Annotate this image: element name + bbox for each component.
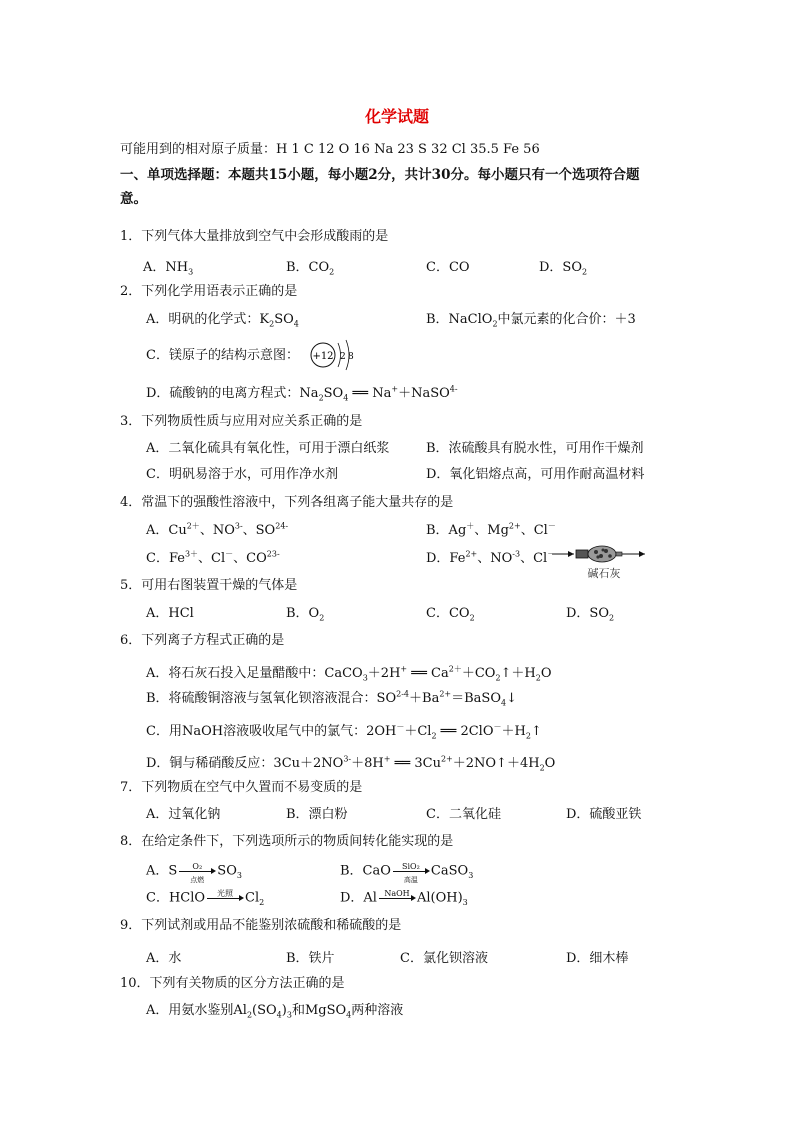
- q9-stem: 9．下列试剂或用品不能鉴别浓硫酸和稀硫酸的是: [120, 918, 402, 933]
- q5-stem: 5．可用右图装置干燥的气体是: [120, 578, 298, 593]
- q1-option-d: D．$SO_2$: [539, 260, 588, 277]
- q3-option-d: D．氧化铝熔点高，可用作耐高温材料: [426, 467, 645, 482]
- q3-option-a: A．二氧化硫具有氧化性，可用于漂白纸浆: [146, 441, 390, 456]
- q8-stem: 8．在给定条件下，下列选项所示的物质间转化能实现的是: [120, 834, 454, 849]
- reaction-arrow-icon: O₂ 点燃: [177, 862, 217, 880]
- q6-stem: 6．下列离子方程式正确的是: [120, 633, 285, 648]
- q2-stem: 2．下列化学用语表示正确的是: [120, 284, 298, 299]
- page-title: 化学试题: [364, 107, 429, 126]
- q6-option-c: C．用NaOH溶液吸收尾气中的氯气：$2OH^-+Cl_2$ ══ $2ClO^-+H_2↑$: [146, 722, 542, 741]
- drying-tube-figure: [550, 541, 650, 583]
- q6-option-d: D．铜与稀硝酸反应：$3Cu+2NO^{3-}+8H^+$ ══ $3Cu^{2+}+2NO↑+4H_2O$: [146, 754, 556, 773]
- q4-option-c: C．$Fe^{3+}$、Cl－、$CO^{23-}$: [146, 549, 280, 566]
- q9-option-c: C．氯化钡溶液: [400, 951, 488, 966]
- q1-option-b: B．$CO_2$: [286, 260, 335, 277]
- q5-option-c: C．$CO_2$: [426, 606, 475, 623]
- q5-option-d: D．$SO_2$: [566, 606, 615, 623]
- q9-option-a: A．水: [146, 951, 182, 966]
- q2-option-b: B．NaClO$_2$中氯元素的化合价：＋3: [426, 312, 636, 329]
- atom-shell2-label: 8: [348, 352, 354, 362]
- q7-option-d: D．硫酸亚铁: [566, 807, 642, 822]
- atom-shell1-label: 2: [340, 352, 346, 362]
- q2-option-d: D．硫酸钠的电离方程式：$Na_2SO_4$ ══ Na+＋NaSO$^{4-}$: [146, 384, 458, 403]
- q3-option-c: C．明矾易溶于水，可用作净水剂: [146, 467, 338, 482]
- q9-option-d: D．细木棒: [566, 951, 629, 966]
- q8-option-c: C．HClO 光照 $Cl_2$: [146, 889, 265, 908]
- section-heading-line2: 意。: [120, 191, 147, 207]
- q7-option-a: A．过氧化钠: [146, 807, 221, 822]
- q1-stem: 1．下列气体大量排放到空气中会形成酸雨的是: [120, 229, 389, 244]
- q1-option-c: C．CO: [426, 260, 470, 275]
- reaction-arrow-icon: SiO₂ 高温: [391, 862, 431, 880]
- q2-option-c: C．镁原子的结构示意图：: [146, 348, 299, 363]
- q4-stem: 4．常温下的强酸性溶液中，下列各组离子能大量共存的是: [120, 495, 454, 510]
- q3-stem: 3．下列物质性质与应用对应关系正确的是: [120, 414, 363, 429]
- atom-nucleus-label: +12: [312, 351, 334, 362]
- q7-option-b: B．漂白粉: [286, 807, 348, 822]
- reaction-arrow-icon: NaOH: [377, 889, 417, 907]
- q3-option-b: B．浓硫酸具有脱水性，可用作干燥剂: [426, 441, 644, 456]
- magnesium-atom-diagram: [308, 337, 358, 373]
- q5-option-a: A．HCl: [146, 606, 194, 621]
- reaction-arrow-icon: 光照: [205, 889, 245, 907]
- q1-option-a: A．$NH_3$: [143, 260, 194, 277]
- q7-option-c: C．二氧化硅: [426, 807, 501, 822]
- q8-option-b: B．CaO SiO₂ 高温 CaSO$_3$: [340, 862, 474, 884]
- q7-stem: 7．下列物质在空气中久置而不易变质的是: [120, 780, 363, 795]
- q6-option-a: A．将石灰石投入足量醋酸中：CaCO$_3$＋2H+ ══ $Ca^{2+}+CO_2↑+H_2O$: [146, 664, 552, 683]
- q8-option-d: D．Al NaOH $Al(OH)_3$: [340, 889, 468, 908]
- section-heading-line1: 一、单项选择题：本题共15小题，每小题2分，共计30分。每小题只有一个选项符合题: [120, 167, 640, 183]
- q4-option-b: B．Ag＋、$Mg^{2+}$、Cl－: [426, 521, 556, 538]
- q5-option-b: B．$O_2$: [286, 606, 325, 623]
- q9-option-b: B．铁片: [286, 951, 335, 966]
- q8-option-a: A．S O₂ 点燃 $SO_3$: [146, 862, 242, 884]
- q10-stem: 10．下列有关物质的区分方法正确的是: [120, 976, 345, 991]
- q6-option-b: B．将硫酸铜溶液与氢氧化钡溶液混合：$SO^{2-4}+Ba^{2+}=BaSO_4↓$: [146, 689, 517, 708]
- q2-option-a: A．明矾的化学式：$K_2SO_4$: [146, 312, 299, 329]
- figure-label-soda-lime: 碱石灰: [587, 567, 621, 580]
- q4-option-d: D．$Fe^{2+}$、$NO^{-3}$、Cl－: [426, 549, 556, 566]
- q4-option-a: A．$Cu^{2+}$、$NO^{3-}$、$SO^{24-}$: [146, 521, 289, 538]
- q10-option-a: A．用氨水鉴别$Al_2(SO_4)_3$和MgSO$_4$两种溶液: [146, 1003, 404, 1020]
- atomic-masses: 可能用到的相对原子质量：H 1 C 12 O 16 Na 23 S 32 Cl 35.5 Fe 56: [120, 142, 540, 157]
